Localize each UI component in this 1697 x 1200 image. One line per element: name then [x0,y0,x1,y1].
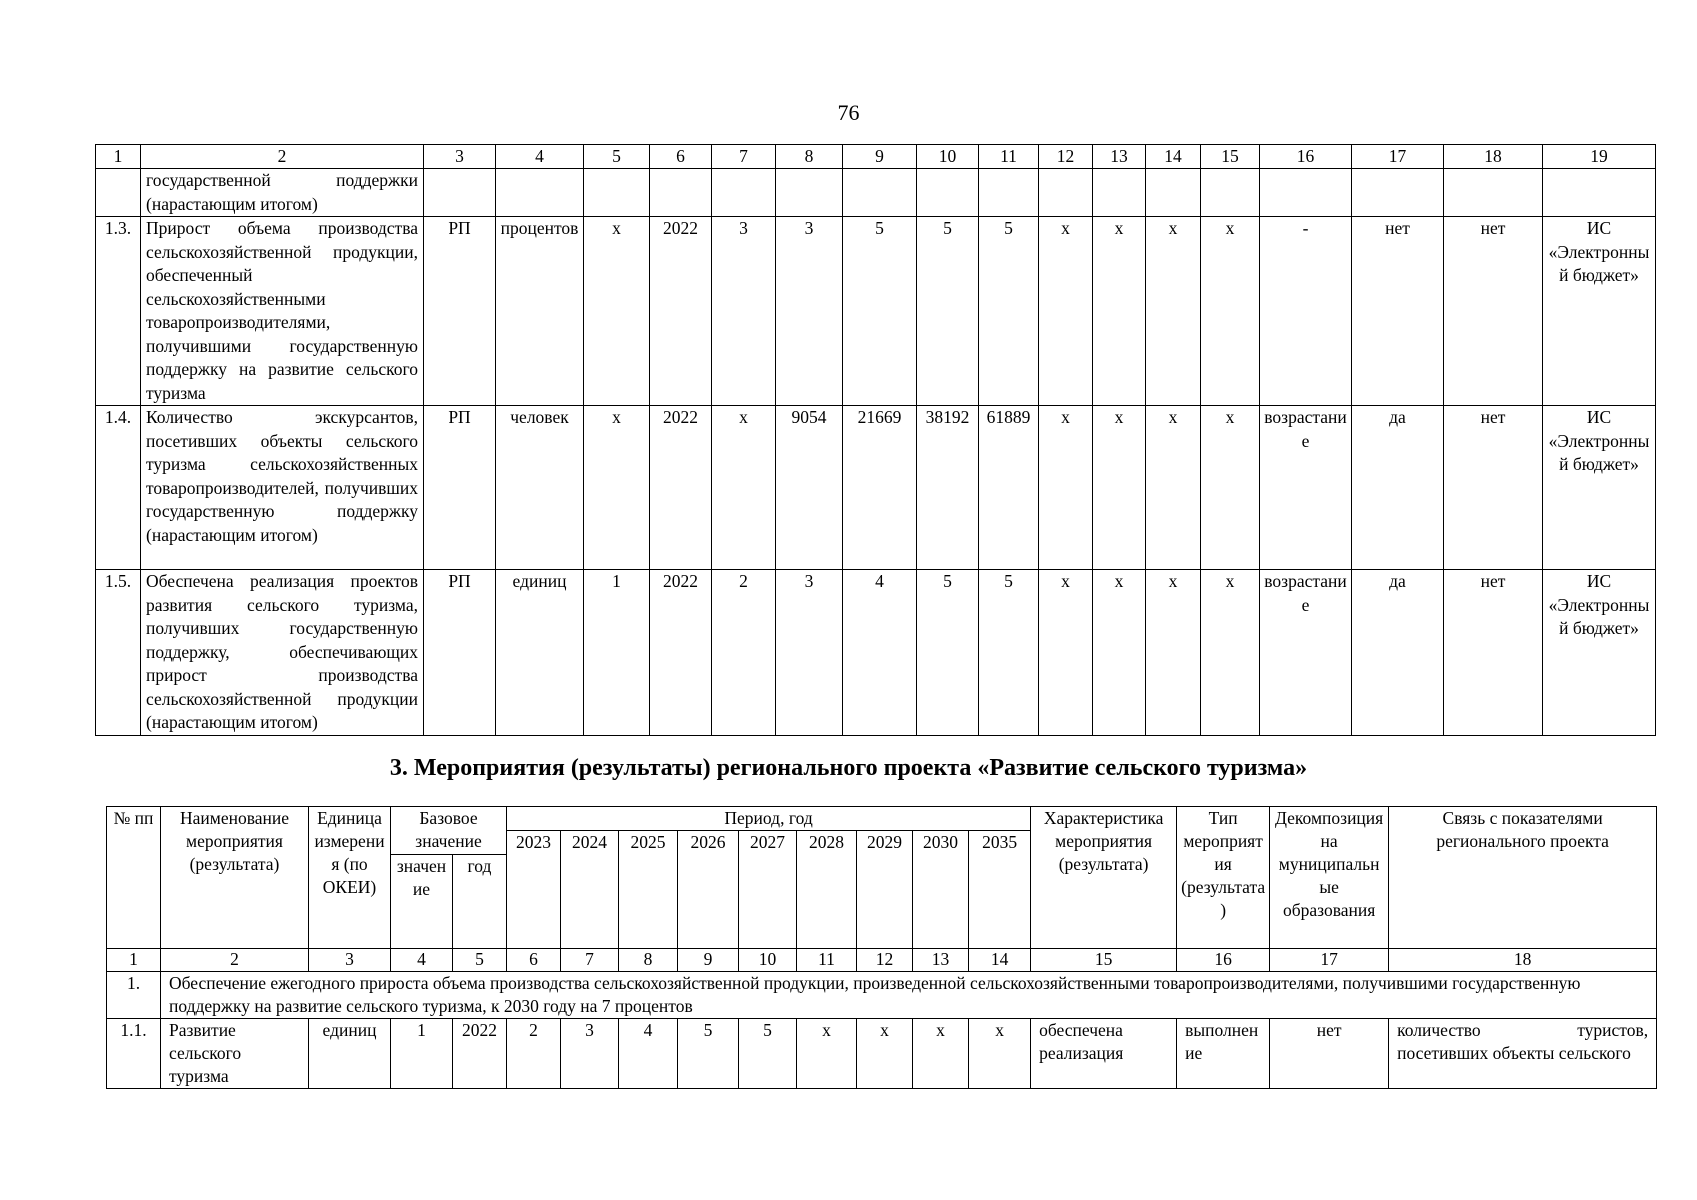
cell: х [1093,406,1146,570]
t1-col-header: 6 [650,145,712,169]
t2-col-number: 12 [857,949,913,972]
row-number: 1.3. [96,217,141,406]
activity-link: количество туристов, посетивших объекты сельского [1389,1019,1657,1089]
cell [1201,169,1260,217]
cell: нет [1444,570,1543,736]
indicator-name: Количество экскурсантов, посетивших объекты сельского туризма сельскохозяйственных товаропроизводителей, получивших государственную поддержку (нарастающим итогом) [141,406,424,570]
table2-number-row [107,949,1657,972]
cell: 9054 [776,406,843,570]
cell [584,169,650,217]
indicator-name: Прирост объема производства сельскохозяйственной продукции, обеспеченный сельскохозяйственными товаропроизводителями, получившими государственную поддержку на развитие сельского туризма [141,217,424,406]
header-unit: Единица измерения (по ОКЕИ) [309,807,391,949]
cell [424,169,496,217]
cell: х [1039,406,1093,570]
t1-col-header: 5 [584,145,650,169]
cell: РП [424,217,496,406]
cell: возрастание [1260,570,1352,736]
header-type: Тип мероприятия (результата) [1177,807,1270,949]
cell [776,169,843,217]
header-base-value: значение [391,855,453,949]
cell: х [1146,217,1201,406]
row-number: 1.4. [96,406,141,570]
activities-table [106,806,1657,1089]
table2-header-row [107,807,1657,831]
cell [917,169,979,217]
t2-col-number: 2 [161,949,309,972]
t1-col-header: 12 [1039,145,1093,169]
year-value: х [969,1019,1031,1089]
t2-col-number: 6 [507,949,561,972]
row-number [96,169,141,217]
cell: человек [496,406,584,570]
activity-name: Развитие сельского туризма [161,1019,309,1089]
t1-col-header: 9 [843,145,917,169]
cell: 2022 [650,217,712,406]
cell: 2022 [650,406,712,570]
cell: возрастание [1260,406,1352,570]
cell: 61889 [979,406,1039,570]
section-title: 3. Мероприятия (результаты) регионального проекта «Развитие сельского туризма» [389,755,1308,781]
header-year: 2023 [507,831,561,949]
cell: ИС «Электронный бюджет» [1543,406,1656,570]
table1-header-row [96,145,1656,169]
t2-col-number: 4 [391,949,453,972]
cell: х [712,406,776,570]
header-name: Наименование мероприятия (результата) [161,807,309,949]
task-number: 1. [107,972,161,1019]
year-value: 5 [678,1019,739,1089]
indicator-name: государственной поддержки (нарастающим итогом) [141,169,424,217]
year-value: х [797,1019,857,1089]
t2-col-number: 13 [913,949,969,972]
cell: РП [424,406,496,570]
indicator-name: Обеспечена реализация проектов развития сельского туризма, получивших государственную поддержку, обеспечивающих прирост производства сельскохозяйственной продукции (нарастающим итогом) [141,570,424,736]
t2-col-number: 18 [1389,949,1657,972]
header-decomposition: Декомпозиция на муниципальные образования [1270,807,1389,949]
cell [1543,169,1656,217]
cell: х [584,406,650,570]
t1-col-header: 16 [1260,145,1352,169]
cell: ИС «Электронный бюджет» [1543,217,1656,406]
table-row [96,169,1656,217]
header-period: Период, год [507,807,1031,831]
activity-type: выполнение [1177,1019,1270,1089]
cell [1444,169,1543,217]
t1-col-header: 7 [712,145,776,169]
cell: х [1039,217,1093,406]
page-number: 76 [837,100,860,125]
task-row [107,972,1657,1019]
cell [1352,169,1444,217]
t1-col-header: 14 [1146,145,1201,169]
header-year: 2024 [561,831,619,949]
header-base: Базовое значение [391,807,507,855]
task-text: Обеспечение ежегодного прироста объема производства сельскохозяйственной продукции, произведенной сельскохозяйственными товаропроизводителями, получившими государственную поддержку на развитие сельского туризма, к 2030 году на 7 процентов [161,972,1657,1019]
cell: 5 [979,217,1039,406]
t1-col-header: 11 [979,145,1039,169]
t1-col-header: 18 [1444,145,1543,169]
t1-col-header: 8 [776,145,843,169]
t2-col-number: 7 [561,949,619,972]
header-year: 2026 [678,831,739,949]
t2-col-number: 17 [1270,949,1389,972]
t1-col-header: 4 [496,145,584,169]
t2-col-number: 11 [797,949,857,972]
t2-col-number: 5 [453,949,507,972]
cell: 4 [843,570,917,736]
base-value: 1 [391,1019,453,1089]
table-row [96,570,1656,736]
cell: да [1352,570,1444,736]
cell [1039,169,1093,217]
table-row [107,1019,1657,1089]
t1-col-header: 10 [917,145,979,169]
header-year: 2025 [619,831,678,949]
t1-col-header: 19 [1543,145,1656,169]
cell: нет [1444,217,1543,406]
t1-col-header: 17 [1352,145,1444,169]
t1-col-header: 13 [1093,145,1146,169]
header-year: 2030 [913,831,969,949]
cell: да [1352,406,1444,570]
cell: 3 [776,217,843,406]
cell: 2 [712,570,776,736]
cell: единиц [496,570,584,736]
t2-col-number: 14 [969,949,1031,972]
cell: х [1201,217,1260,406]
activity-unit: единиц [309,1019,391,1089]
t2-col-number: 16 [1177,949,1270,972]
year-value: 3 [561,1019,619,1089]
header-year: 2027 [739,831,797,949]
t2-col-number: 15 [1031,949,1177,972]
cell: ИС «Электронный бюджет» [1543,570,1656,736]
cell: - [1260,217,1352,406]
year-value: 4 [619,1019,678,1089]
table-row [96,406,1656,570]
cell: х [1201,570,1260,736]
t1-col-header: 2 [141,145,424,169]
cell [650,169,712,217]
header-link: Связь с показателями регионального проекта [1389,807,1657,949]
cell: 1 [584,570,650,736]
activity-decomposition: нет [1270,1019,1389,1089]
cell: 5 [917,570,979,736]
year-value: 2 [507,1019,561,1089]
header-year: 2035 [969,831,1031,949]
cell: 21669 [843,406,917,570]
cell [843,169,917,217]
cell [1146,169,1201,217]
row-number: 1.5. [96,570,141,736]
cell: 38192 [917,406,979,570]
table-row [96,217,1656,406]
cell: х [584,217,650,406]
t2-col-number: 8 [619,949,678,972]
cell: х [1146,406,1201,570]
t2-col-number: 10 [739,949,797,972]
t1-col-header: 3 [424,145,496,169]
year-value: х [913,1019,969,1089]
year-value: х [857,1019,913,1089]
activity-characteristic: обеспечена реализация [1031,1019,1177,1089]
cell: х [1201,406,1260,570]
indicators-table [95,144,1656,736]
base-year: 2022 [453,1019,507,1089]
cell: х [1039,570,1093,736]
cell: 5 [917,217,979,406]
cell: нет [1444,406,1543,570]
cell [1093,169,1146,217]
year-value: 5 [739,1019,797,1089]
cell [712,169,776,217]
header-characteristic: Характеристика мероприятия (результата) [1031,807,1177,949]
cell: 3 [712,217,776,406]
cell [979,169,1039,217]
cell: 5 [843,217,917,406]
t2-col-number: 1 [107,949,161,972]
cell: х [1093,570,1146,736]
header-year: 2029 [857,831,913,949]
header-num: № пп [107,807,161,949]
row-number: 1.1. [107,1019,161,1089]
cell [1260,169,1352,217]
cell: нет [1352,217,1444,406]
header-base-year: год [453,855,507,949]
t1-col-header: 1 [96,145,141,169]
t1-col-header: 15 [1201,145,1260,169]
cell: х [1146,570,1201,736]
cell: 5 [979,570,1039,736]
cell: 3 [776,570,843,736]
header-year: 2028 [797,831,857,949]
cell: РП [424,570,496,736]
cell: х [1093,217,1146,406]
cell: процентов [496,217,584,406]
t2-col-number: 3 [309,949,391,972]
t2-col-number: 9 [678,949,739,972]
cell [496,169,584,217]
cell: 2022 [650,570,712,736]
